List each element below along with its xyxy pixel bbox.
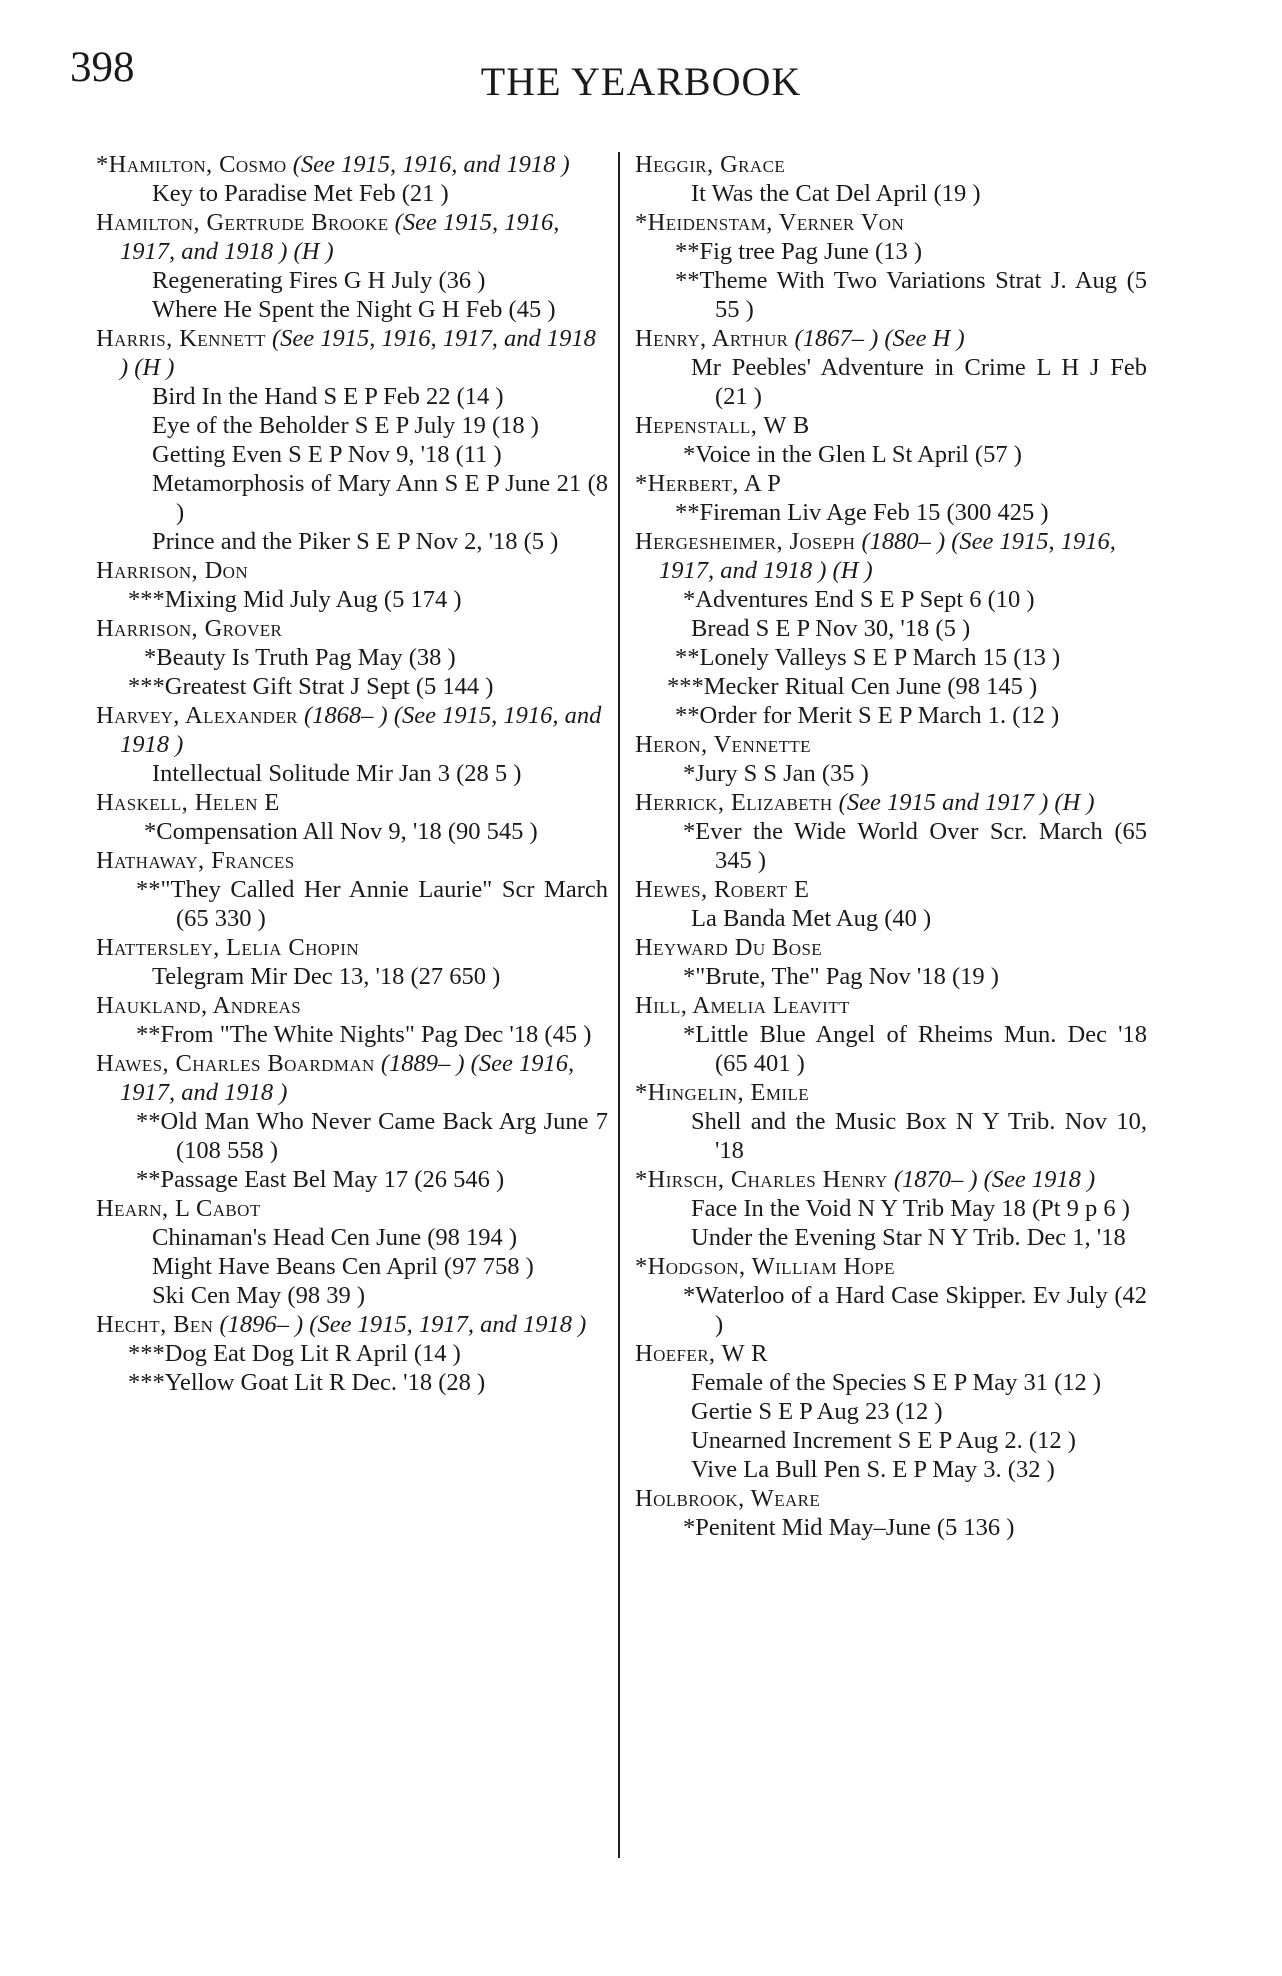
column-rule (618, 152, 620, 1858)
story-entry: Telegram Mir Dec 13, '18 (27 650 ) (152, 963, 501, 990)
author-entry (635, 1339, 1147, 1368)
author-entry (96, 788, 608, 817)
story-entry: Eye of the Beholder S E P July 19 (18 ) (152, 412, 539, 439)
story-entry: Face In the Void N Y Trib May 18 (Pt 9 p 6 ) (691, 1195, 1130, 1222)
author-entry (96, 556, 608, 585)
story-entry: Vive La Bull Pen S. E P May 3. (32 ) (691, 1456, 1055, 1483)
story-entry: **Fireman Liv Age Feb 15 (300 425 ) (675, 499, 1049, 526)
author-entry (635, 527, 1147, 585)
author-entry (96, 614, 608, 643)
author-entry (96, 150, 608, 179)
author-note: (See 1915, 1916, 1917, and 1918 ) (H ) (120, 325, 596, 381)
author-entry (96, 991, 608, 1020)
story-entry: *Jury S S Jan (35 ) (683, 760, 869, 787)
story-entry: **Old Man Who Never Came Back Arg June 7 (108 558 ) (136, 1108, 608, 1164)
author-name: Hewes, Robert E (635, 876, 810, 903)
story-entry: **Theme With Two Variations Strat J. Aug (5 55 ) (675, 267, 1147, 323)
author-entry (635, 150, 1147, 179)
story-entry: **Lonely Valleys S E P March 15 (13 ) (675, 644, 1061, 671)
author-entry (635, 469, 1147, 498)
story-entry: *Compensation All Nov 9, '18 (90 545 ) (144, 818, 538, 845)
author-entry (635, 411, 1147, 440)
story-entry: La Banda Met Aug (40 ) (691, 905, 932, 932)
story-entry: It Was the Cat Del April (19 ) (691, 180, 981, 207)
author-entry (96, 701, 608, 759)
story-entry: ***Mixing Mid July Aug (5 174 ) (128, 586, 462, 613)
story-entry: Ski Cen May (98 39 ) (152, 1282, 365, 1309)
story-entry: Might Have Beans Cen April (97 758 ) (152, 1253, 534, 1280)
story-entry: Shell and the Music Box N Y Trib. Nov 10, '18 (691, 1108, 1147, 1164)
story-entry: Unearned Increment S E P Aug 2. (12 ) (691, 1427, 1076, 1454)
author-entry (635, 1165, 1147, 1194)
author-entry (96, 1049, 608, 1107)
author-entry (96, 208, 608, 266)
story-entry: *Ever the Wide World Over Scr. March (65 345 ) (683, 818, 1147, 874)
author-entry (635, 1078, 1147, 1107)
author-name: *Hodgson, William Hope (635, 1253, 895, 1280)
author-name: *Heidenstam, Verner Von (635, 209, 905, 236)
author-name: *Herbert, A P (635, 470, 782, 497)
author-note: (1896– ) (See 1915, 1917, and 1918 ) (219, 1311, 587, 1338)
author-name: Hearn, L Cabot (96, 1195, 261, 1222)
author-entry (635, 324, 1147, 353)
author-name: Heyward Du Bose (635, 934, 823, 961)
story-entry: Getting Even S E P Nov 9, '18 (11 ) (152, 441, 502, 468)
story-entry: *Little Blue Angel of Rheims Mun. Dec '18 (65 401 ) (683, 1021, 1147, 1077)
author-name: Harrison, Don (96, 557, 249, 584)
author-name: Hill, Amelia Leavitt (635, 992, 850, 1019)
story-entry: *Waterloo of a Hard Case Skipper. Ev July (42 ) (683, 1282, 1147, 1338)
story-entry: **From "The White Nights" Pag Dec '18 (45 ) (136, 1021, 592, 1048)
page-number: 398 (70, 44, 135, 91)
author-entry (96, 1310, 608, 1339)
story-entry: Where He Spent the Night G H Feb (45 ) (152, 296, 556, 323)
author-entry (635, 1484, 1147, 1513)
running-head: THE YEARBOOK (480, 59, 802, 104)
author-note: (1889– ) (See 1916, 1917, and 1918 ) (120, 1050, 575, 1106)
author-entry (635, 1252, 1147, 1281)
author-name: Haskell, Helen E (96, 789, 280, 816)
story-entry: Metamorphosis of Mary Ann S E P June 21 (8 ) (152, 470, 608, 526)
author-name: *Hingelin, Emile (635, 1079, 810, 1106)
story-entry: **Order for Merit S E P March 1. (12 ) (675, 702, 1060, 729)
story-entry: Prince and the Piker S E P Nov 2, '18 (5 ) (152, 528, 559, 555)
author-name: Heron, Vennette (635, 731, 811, 758)
story-entry: Mr Peebles' Adventure in Crime L H J Feb (21 ) (691, 354, 1147, 410)
author-note: (See 1915, 1916, 1917, and 1918 ) (H ) (120, 209, 560, 265)
story-entry: *"Brute, The" Pag Nov '18 (19 ) (683, 963, 999, 990)
story-entry: *Beauty Is Truth Pag May (38 ) (144, 644, 456, 671)
author-name: Haukland, Andreas (96, 992, 302, 1019)
author-entry (635, 933, 1147, 962)
story-entry: ***Yellow Goat Lit R Dec. '18 (28 ) (128, 1369, 486, 1396)
story-entry: ***Mecker Ritual Cen June (98 145 ) (667, 673, 1038, 700)
author-name: Hepenstall, W B (635, 412, 810, 439)
author-name: *Hirsch, Charles Henry (635, 1166, 888, 1193)
author-entry (635, 208, 1147, 237)
author-name: Hawes, Charles Boardman (96, 1050, 375, 1077)
story-entry: *Adventures End S E P Sept 6 (10 ) (683, 586, 1035, 613)
story-entry: Key to Paradise Met Feb (21 ) (152, 180, 449, 207)
author-name: *Hamilton, Cosmo (96, 151, 287, 178)
author-name: Harvey, Alexander (96, 702, 298, 729)
author-name: Hecht, Ben (96, 1311, 214, 1338)
author-name: Harrison, Grover (96, 615, 283, 642)
author-entry (96, 324, 608, 382)
author-name: Hoefer, W R (635, 1340, 768, 1367)
author-note: (See 1915 and 1917 ) (H ) (838, 789, 1095, 816)
author-note: (1870– ) (See 1918 ) (893, 1166, 1096, 1193)
author-name: Henry, Arthur (635, 325, 789, 352)
author-name: Holbrook, Weare (635, 1485, 821, 1512)
story-entry: Under the Evening Star N Y Trib. Dec 1, '18 (691, 1224, 1126, 1251)
author-note: (1868– ) (See 1915, 1916, and 1918 ) (120, 702, 602, 758)
story-entry: **Passage East Bel May 17 (26 546 ) (136, 1166, 505, 1193)
author-note: (1867– ) (See H ) (794, 325, 965, 352)
story-entry: **"They Called Her Annie Laurie" Scr March (65 330 ) (136, 876, 608, 932)
story-entry: ***Dog Eat Dog Lit R April (14 ) (128, 1340, 461, 1367)
author-name: Herrick, Elizabeth (635, 789, 833, 816)
story-entry: Female of the Species S E P May 31 (12 ) (691, 1369, 1102, 1396)
author-name: Harris, Kennett (96, 325, 266, 352)
author-note: (1880– ) (See 1915, 1916, 1917, and 1918 ) (H ) (659, 528, 1116, 584)
author-entry (96, 846, 608, 875)
left-column (96, 150, 608, 1397)
author-name: Hergesheimer, Joseph (635, 528, 856, 555)
story-entry: Gertie S E P Aug 23 (12 ) (691, 1398, 943, 1425)
story-entry: *Voice in the Glen L St April (57 ) (683, 441, 1022, 468)
story-entry: **Fig tree Pag June (13 ) (675, 238, 922, 265)
author-note: (See 1915, 1916, and 1918 ) (292, 151, 570, 178)
right-column (635, 150, 1147, 1542)
author-name: Hathaway, Frances (96, 847, 295, 874)
author-name: Hattersley, Lelia Chopin (96, 934, 360, 961)
author-entry (96, 933, 608, 962)
author-name: Hamilton, Gertrude Brooke (96, 209, 389, 236)
author-entry (635, 730, 1147, 759)
author-entry (635, 991, 1147, 1020)
story-entry: Bread S E P Nov 30, '18 (5 ) (691, 615, 971, 642)
author-name: Heggir, Grace (635, 151, 786, 178)
story-entry: Bird In the Hand S E P Feb 22 (14 ) (152, 383, 504, 410)
author-entry (635, 875, 1147, 904)
author-entry (635, 788, 1147, 817)
story-entry: *Penitent Mid May–June (5 136 ) (683, 1514, 1015, 1541)
author-entry (96, 1194, 608, 1223)
story-entry: ***Greatest Gift Strat J Sept (5 144 ) (128, 673, 494, 700)
story-entry: Chinaman's Head Cen June (98 194 ) (152, 1224, 518, 1251)
story-entry: Intellectual Solitude Mir Jan 3 (28 5 ) (152, 760, 522, 787)
story-entry: Regenerating Fires G H July (36 ) (152, 267, 486, 294)
